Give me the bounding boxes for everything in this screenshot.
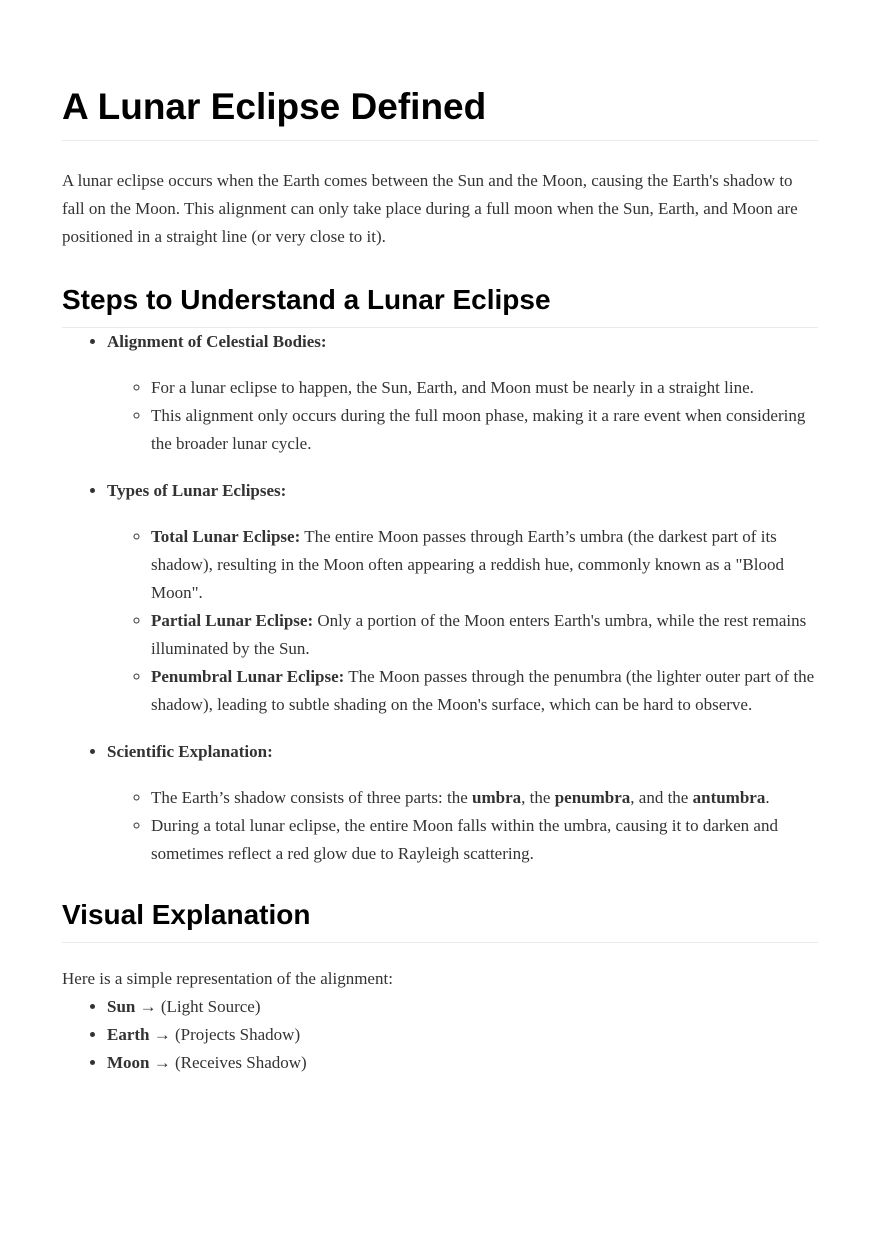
list-item	[107, 328, 818, 458]
body-name: Moon	[107, 1053, 150, 1072]
role: → (Projects Shadow)	[149, 1025, 301, 1044]
description: The entire Moon passes through Earth’s umbra (the darkest part of its shadow), resulting in the Moon often appearing a reddish hue, commonly known as a "Blood Moon".	[151, 527, 784, 602]
list-item: ◦ This alignment only occurs during the full moon phase, making it a rare event when considering the broader lunar cycle.	[151, 402, 818, 458]
body-name: Sun	[107, 997, 136, 1016]
term-antumbra: antumbra	[692, 788, 766, 807]
description: The Moon passes through the penumbra (the lighter outer part of the shadow), leading to subtle shading on the Moon's surface, which can be hard to observe.	[151, 667, 815, 714]
visual-intro: Here is a simple representation of the alignment:	[62, 969, 393, 988]
list-item	[107, 477, 818, 719]
item-label: Alignment of Celestial Bodies:	[107, 332, 327, 351]
role: → (Receives Shadow)	[149, 1053, 307, 1072]
item-label: Types of Lunar Eclipses:	[107, 481, 287, 500]
list-item	[151, 663, 818, 719]
steps-list	[62, 328, 818, 868]
list-item: ◦ During a total lunar eclipse, the entire Moon falls within the umbra, causing it to darken and sometimes reflect a red glow due to Rayleigh scattering.	[151, 812, 818, 868]
list-item	[107, 1049, 818, 1077]
list-item: ◦ For a lunar eclipse to happen, the Sun, Earth, and Moon must be nearly in a straight line.	[151, 374, 818, 402]
document	[62, 0, 818, 1077]
list-item	[107, 738, 818, 868]
description: Only a portion of the Moon enters Earth's umbra, while the rest remains illuminated by the Sun.	[151, 611, 807, 658]
item-label: Scientific Explanation:	[107, 742, 273, 761]
intro-paragraph: A lunar eclipse occurs when the Earth comes between the Sun and the Moon, causing the Earth's shadow to fall on the Moon. This alignment can only take place during a full moon when the Sun, Earth, and Moon are positioned in a straight line (or very close to it).	[62, 171, 798, 246]
sub-list	[107, 374, 818, 458]
text: .	[765, 788, 770, 807]
steps-heading: Steps to Understand a Lunar Eclipse	[62, 283, 818, 328]
term: Partial Lunar Eclipse:	[151, 611, 314, 630]
page-title: A Lunar Eclipse Defined	[62, 0, 818, 141]
text: , and the	[630, 788, 693, 807]
alignment-list	[62, 993, 818, 1077]
term: Penumbral Lunar Eclipse:	[151, 667, 345, 686]
list-item	[107, 993, 818, 1021]
term-umbra: umbra	[472, 788, 522, 807]
sub-list	[107, 523, 818, 719]
role: → (Light Source)	[135, 997, 261, 1016]
text: The Earth’s shadow consists of three parts: the	[151, 788, 473, 807]
list-item	[107, 1021, 818, 1049]
term: Total Lunar Eclipse:	[151, 527, 301, 546]
term-penumbra: penumbra	[554, 788, 631, 807]
list-item	[151, 523, 818, 607]
body-name: Earth	[107, 1025, 150, 1044]
visual-heading: Visual Explanation	[62, 898, 818, 943]
sub-list	[107, 784, 818, 868]
list-item	[151, 784, 818, 812]
text: , the	[521, 788, 555, 807]
list-item	[151, 607, 818, 663]
